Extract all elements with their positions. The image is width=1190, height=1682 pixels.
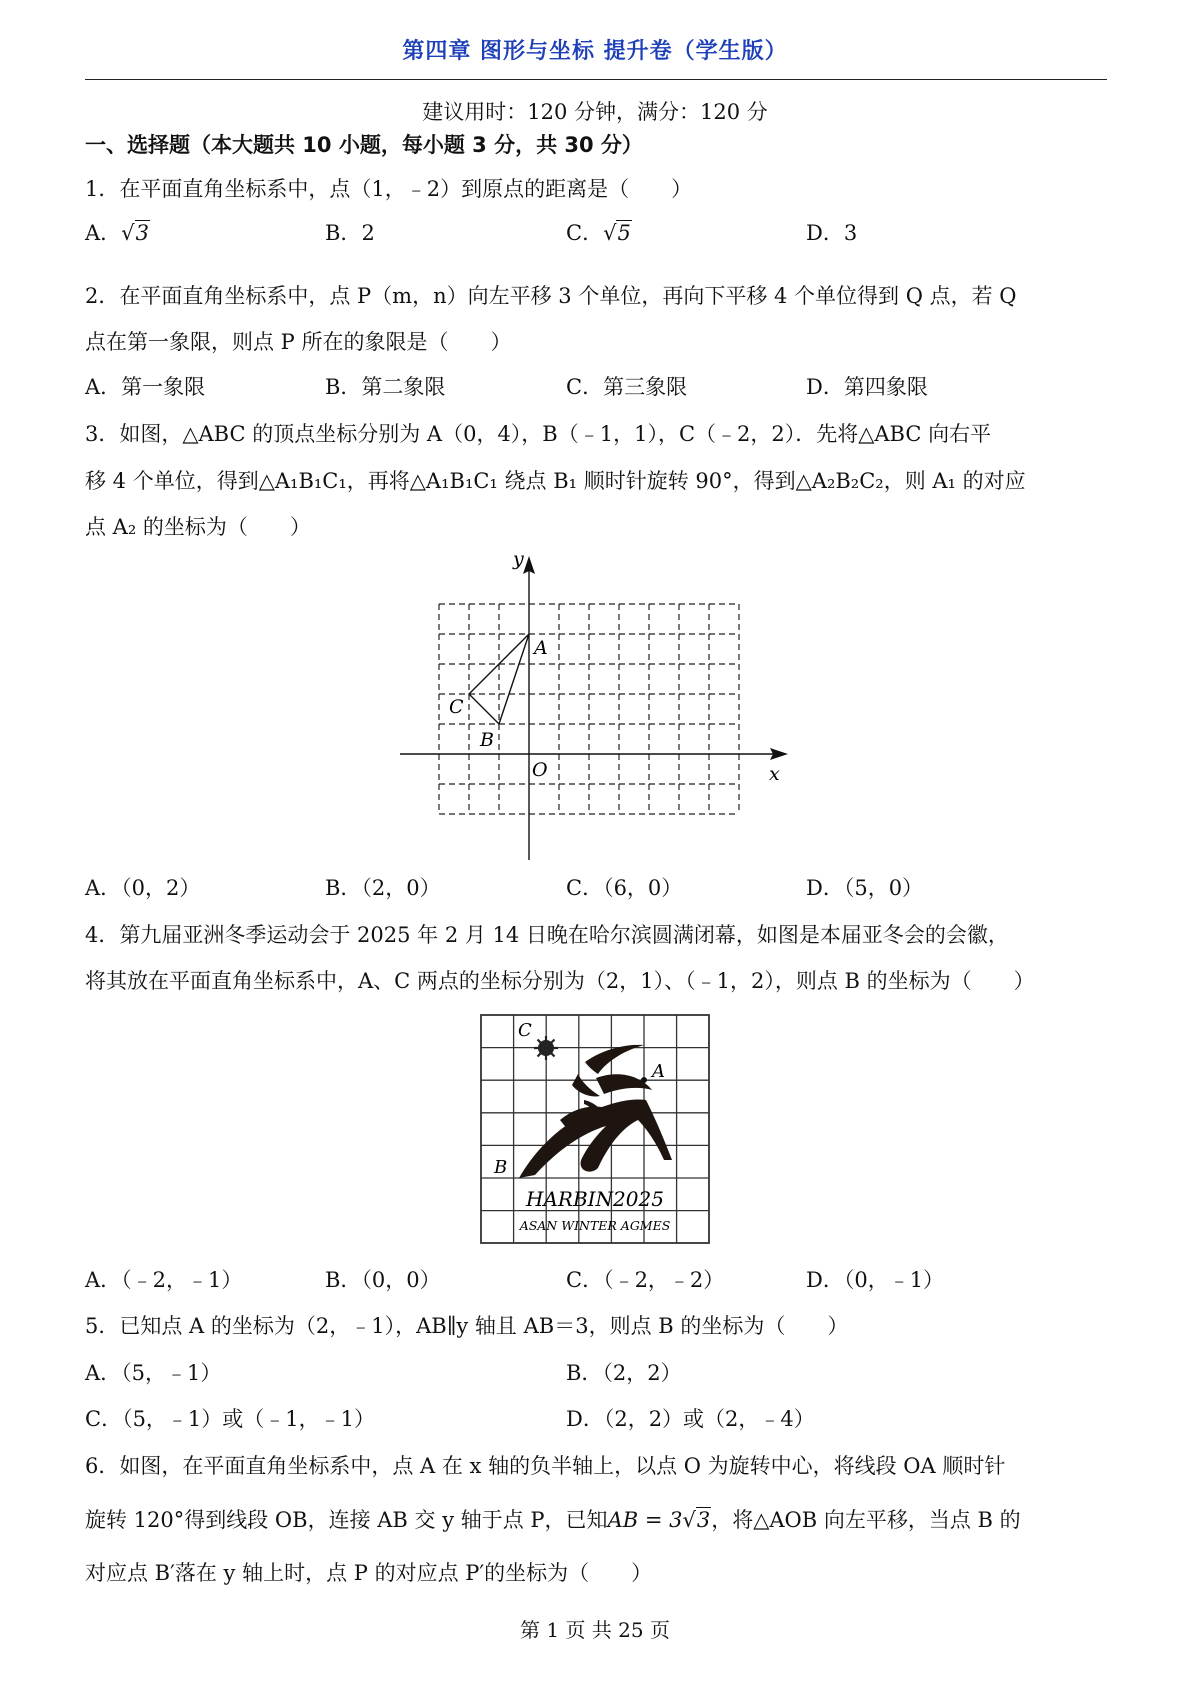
- point-a-label: A: [534, 637, 548, 659]
- exam-info: 建议用时：120 分钟，满分：120 分: [422, 100, 768, 124]
- q3-coordinate-figure: [395, 548, 795, 864]
- sqrt-expression: √3: [682, 1508, 711, 1532]
- q6-stem-line1: 6．如图，在平面直角坐标系中，点 A 在 x 轴的负半轴上，以点 O 为旋转中心，将线段 OA 顺时针: [85, 1454, 1006, 1478]
- logo-text-harbin: HARBIN2025: [526, 1187, 664, 1211]
- q1-option-d: [806, 218, 857, 248]
- option-label: C．: [566, 221, 604, 245]
- q5-option-d: D．（2，2）或（2，﹣4）: [566, 1407, 815, 1431]
- q2-option-d: D．第四象限: [806, 375, 928, 399]
- q3-option-b: B．（2，0）: [325, 876, 441, 900]
- q5-option-a: A．（5，﹣1）: [85, 1361, 222, 1385]
- q4-stem-line2: 将其放在平面直角坐标系中，A、C 两点的坐标分别为（2，1）、（﹣1，2），则点 B 的坐标为（ ）: [85, 969, 1035, 993]
- q2-option-b: B．第二象限: [325, 375, 446, 399]
- q5-option-c: C．（5，﹣1）或（﹣1，﹣1）: [85, 1407, 376, 1431]
- option-label: B．: [325, 221, 362, 245]
- radicand: 3: [696, 1508, 711, 1532]
- q6-line2-start: 旋转 120°得到线段 OB，连接 AB 交 y 轴于点 P，已知: [85, 1508, 608, 1532]
- origin-label: O: [532, 759, 548, 781]
- q6-stem-line3: 对应点 B′落在 y 轴上时，点 P 的对应点 P′的坐标为（ ）: [85, 1561, 653, 1585]
- q2-option-a: A．第一象限: [85, 375, 206, 399]
- q1-option-a: [85, 218, 150, 248]
- q6-line2-end: ，将△AOB 向左平移，当点 B 的: [711, 1508, 1021, 1532]
- option-label: A．: [85, 221, 122, 245]
- q4-option-c: C．（﹣2，﹣2）: [566, 1268, 725, 1292]
- q2-option-c: C．第三象限: [566, 375, 688, 399]
- q4-option-d: D．（0，﹣1）: [806, 1268, 945, 1292]
- option-text: 2: [361, 221, 375, 245]
- q3-stem-line2: 移 4 个单位，得到△A₁B₁C₁，再将△A₁B₁C₁ 绕点 B₁ 顺时针旋转 90°，得到△A₂B₂C₂，则 A₁ 的对应: [85, 469, 1026, 493]
- sqrt-expression: √5: [603, 221, 631, 245]
- q3-stem-line1: 3．如图，△ABC 的顶点坐标分别为 A（0，4），B（﹣1，1），C（﹣2，2）．先将△ABC 向右平: [85, 422, 992, 446]
- y-axis-label: y: [513, 548, 524, 570]
- q6-equation: AB = 3: [607, 1508, 683, 1532]
- q3-option-d: D．（5，0）: [806, 876, 924, 900]
- point-a-marker: [641, 1077, 647, 1083]
- skater-emblem-icon: [519, 1045, 672, 1178]
- page-title: 第四章 图形与坐标 提升卷（学生版）: [402, 39, 788, 64]
- q1-option-c: [566, 218, 632, 248]
- sqrt-expression: √3: [121, 221, 149, 245]
- q4-emblem-figure: [475, 1011, 713, 1247]
- q4-stem-line1: 4．第九届亚洲冬季运动会于 2025 年 2 月 14 日晚在哈尔滨圆满闭幕，如图是本届亚冬会的会徽，: [85, 923, 1009, 947]
- q3-stem-line3: 点 A₂ 的坐标为（ ）: [85, 515, 311, 539]
- radicand: 3: [135, 221, 149, 245]
- q5-option-b: B．（2，2）: [566, 1361, 682, 1385]
- q3-option-a: A．（0，2）: [85, 876, 201, 900]
- option-text: 3: [843, 221, 858, 245]
- x-axis-label: x: [769, 763, 780, 785]
- point-c-label: C: [449, 696, 464, 718]
- page-footer: 第 1 页 共 25 页: [520, 1618, 670, 1642]
- radicand: 5: [617, 221, 631, 245]
- point-b-label: B: [494, 1157, 508, 1178]
- q4-option-a: A．（﹣2，﹣1）: [85, 1268, 243, 1292]
- q3-option-c: C．（6，0）: [566, 876, 683, 900]
- header-divider: [85, 79, 1107, 80]
- q2-stem-line2: 点在第一象限，则点 P 所在的象限是（ ）: [85, 330, 512, 354]
- logo-text-games: ASAN WINTER AGMES: [519, 1218, 671, 1233]
- point-c-label: C: [518, 1020, 532, 1041]
- q5-stem: 5．已知点 A 的坐标为（2，﹣1），AB∥y 轴且 AB＝3，则点 B 的坐标为（ ）: [85, 1314, 849, 1338]
- q1-stem: 1．在平面直角坐标系中，点（1，﹣2）到原点的距离是（ ）: [85, 177, 693, 201]
- point-a-label: A: [652, 1061, 665, 1082]
- q6-stem-line2: [85, 1505, 1107, 1535]
- point-b-label: B: [480, 729, 494, 751]
- section-heading: 一、选择题（本大题共 10 小题，每小题 3 分，共 30 分）: [85, 133, 643, 157]
- q1-option-b: [325, 218, 375, 248]
- option-label: D．: [806, 221, 844, 245]
- q2-stem-line1: 2．在平面直角坐标系中，点 P（m，n）向左平移 3 个单位，再向下平移 4 个单位得到 Q 点，若 Q: [85, 284, 1017, 308]
- sun-emblem-icon: [534, 1036, 558, 1060]
- q4-option-b: B．（0，0）: [325, 1268, 441, 1292]
